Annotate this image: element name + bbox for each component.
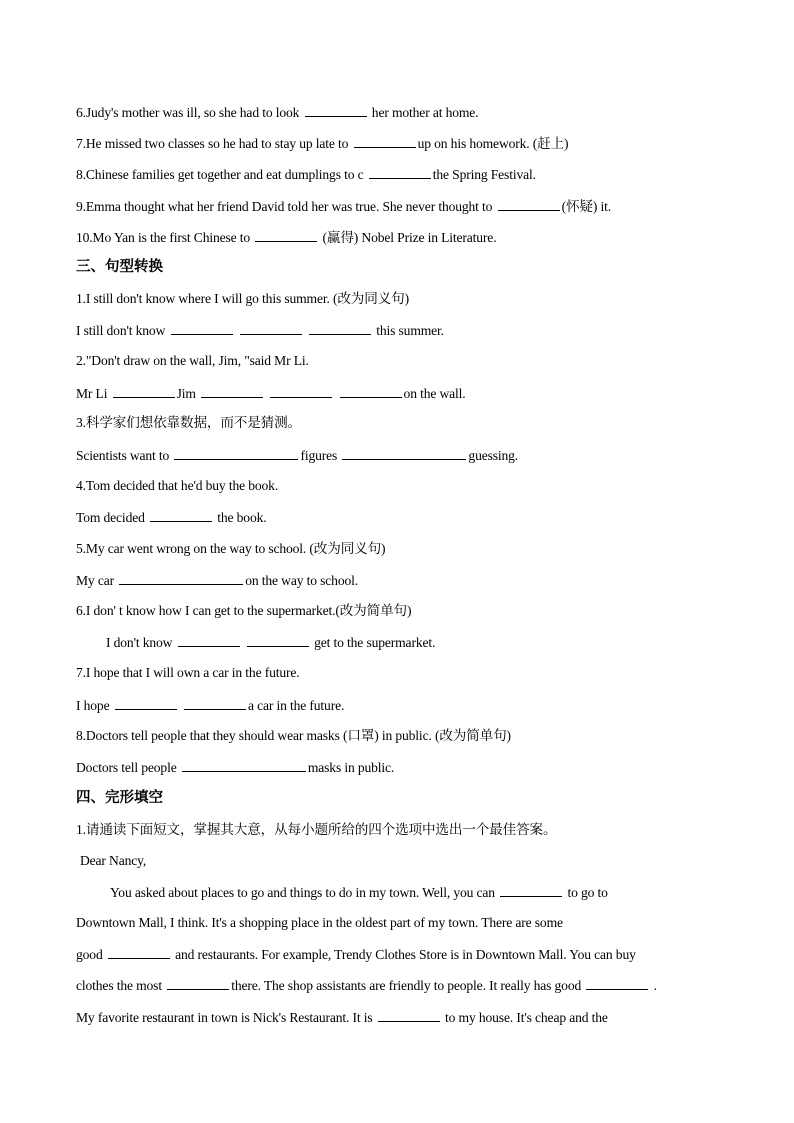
answer-blank[interactable] — [240, 321, 302, 335]
answer-blank[interactable] — [305, 103, 367, 117]
answer-blank[interactable] — [184, 696, 246, 710]
answer-text: I still don't know — [76, 323, 169, 338]
letter-greeting: Dear Nancy, — [80, 853, 147, 868]
question-text: (怀疑) it. — [561, 199, 611, 214]
answer-blank[interactable] — [255, 228, 317, 242]
answer-blank[interactable] — [498, 197, 560, 211]
sentence-answer-4 — [76, 508, 267, 527]
answer-blank[interactable] — [171, 321, 233, 335]
answer-blank[interactable] — [115, 696, 177, 710]
answer-blank[interactable] — [369, 165, 431, 179]
answer-text: Jim — [176, 386, 200, 401]
question-text: 10.Mo Yan is the first Chinese to — [76, 230, 254, 245]
answer-blank[interactable] — [378, 1008, 440, 1022]
vocab-item-10 — [76, 228, 496, 247]
answer-blank[interactable] — [500, 883, 562, 897]
passage-line-1 — [110, 883, 608, 902]
vocab-item-9 — [76, 197, 611, 216]
answer-text: a car in the future. — [247, 698, 345, 713]
answer-blank[interactable] — [340, 384, 402, 398]
answer-text: get to the supermarket. — [310, 635, 436, 650]
section-heading-3: 三、句型转换 — [76, 259, 163, 275]
answer-blank[interactable] — [354, 134, 416, 148]
answer-blank[interactable] — [201, 384, 263, 398]
answer-blank[interactable] — [342, 446, 466, 460]
passage-text: clothes the most — [76, 978, 166, 993]
passage-text: . — [650, 978, 657, 993]
answer-text: on the way to school. — [245, 573, 358, 588]
answer-blank[interactable] — [586, 976, 648, 990]
sentence-question-2: 2."Don't draw on the wall, Jim, "said Mr Li. — [76, 353, 309, 368]
answer-text: Mr Li — [76, 386, 111, 401]
question-text: 6.Judy's mother was ill, so she had to look — [76, 105, 303, 120]
answer-text: Tom decided — [76, 510, 148, 525]
answer-text: I don't know — [106, 635, 176, 650]
answer-text: My car — [76, 573, 118, 588]
passage-line-3 — [76, 945, 636, 964]
sentence-question-8: 8.Doctors tell people that they should wear masks (口罩) in public. (改为简单句) — [76, 728, 511, 743]
sentence-answer-1 — [76, 321, 444, 340]
sentence-answer-7 — [76, 696, 344, 715]
passage-text: to my house. It's cheap and the — [441, 1010, 608, 1025]
passage-text: You asked about places to go and things to do in my town. Well, you can — [110, 885, 499, 900]
answer-blank[interactable] — [178, 633, 240, 647]
sentence-question-7: 7.I hope that I will own a car in the future. — [76, 665, 300, 680]
sentence-answer-6 — [106, 633, 435, 652]
section-heading-4: 四、完形填空 — [76, 790, 163, 806]
sentence-answer-8 — [76, 758, 394, 777]
question-text: (赢得) Nobel Prize in Literature. — [319, 230, 497, 245]
answer-text: figures — [300, 448, 341, 463]
answer-blank[interactable] — [174, 446, 298, 460]
passage-line-5 — [76, 1008, 608, 1027]
answer-blank[interactable] — [270, 384, 332, 398]
answer-text: masks in public. — [307, 760, 395, 775]
answer-text: Doctors tell people — [76, 760, 180, 775]
sentence-question-3: 3.科学家们想依靠数据，而不是猜测。 — [76, 415, 301, 430]
answer-blank[interactable] — [247, 633, 309, 647]
passage-line-4 — [76, 976, 657, 995]
sentence-answer-5 — [76, 571, 358, 590]
question-text: 8.Chinese families get together and eat dumplings to c — [76, 167, 367, 182]
vocab-item-8 — [76, 165, 536, 184]
answer-blank[interactable] — [108, 945, 170, 959]
sentence-answer-3 — [76, 446, 518, 465]
passage-text: there. The shop assistants are friendly to people. It really has good — [231, 978, 585, 993]
answer-blank[interactable] — [167, 976, 229, 990]
answer-blank[interactable] — [309, 321, 371, 335]
question-text: her mother at home. — [368, 105, 479, 120]
sentence-answer-2 — [76, 384, 466, 403]
answer-text: guessing. — [468, 448, 519, 463]
question-text: 7.He missed two classes so he had to stay up late to — [76, 136, 352, 151]
question-text: up on his homework. (赶上) — [417, 136, 569, 151]
answer-text: this summer. — [373, 323, 444, 338]
sentence-question-4: 4.Tom decided that he'd buy the book. — [76, 478, 279, 493]
answer-blank[interactable] — [150, 508, 212, 522]
answer-blank[interactable] — [119, 571, 243, 585]
sentence-question-1: 1.I still don't know where I will go this summer. (改为同义句) — [76, 291, 409, 306]
answer-text: Scientists want to — [76, 448, 173, 463]
answer-blank[interactable] — [113, 384, 175, 398]
sentence-question-5: 5.My car went wrong on the way to school. (改为同义句) — [76, 541, 386, 556]
answer-text: the book. — [214, 510, 267, 525]
passage-text: good — [76, 947, 106, 962]
cloze-instruction: 1.请通读下面短文，掌握其大意，从每小题所给的四个选项中选出一个最佳答案。 — [76, 822, 557, 837]
answer-text: on the wall. — [403, 386, 466, 401]
vocab-item-7 — [76, 134, 568, 153]
sentence-question-6: 6.I don' t know how I can get to the supermarket.(改为简单句) — [76, 603, 412, 618]
passage-line-2: Downtown Mall, I think. It's a shopping place in the oldest part of my town. There are some — [76, 915, 563, 930]
answer-blank[interactable] — [182, 758, 306, 772]
answer-text: I hope — [76, 698, 113, 713]
passage-text: My favorite restaurant in town is Nick's Restaurant. It is — [76, 1010, 376, 1025]
passage-text: to go to — [564, 885, 608, 900]
question-text: the Spring Festival. — [432, 167, 536, 182]
question-text: 9.Emma thought what her friend David told her was true. She never thought to — [76, 199, 496, 214]
vocab-item-6 — [76, 103, 478, 122]
passage-text: and restaurants. For example, Trendy Clothes Store is in Downtown Mall. You can buy — [171, 947, 636, 962]
